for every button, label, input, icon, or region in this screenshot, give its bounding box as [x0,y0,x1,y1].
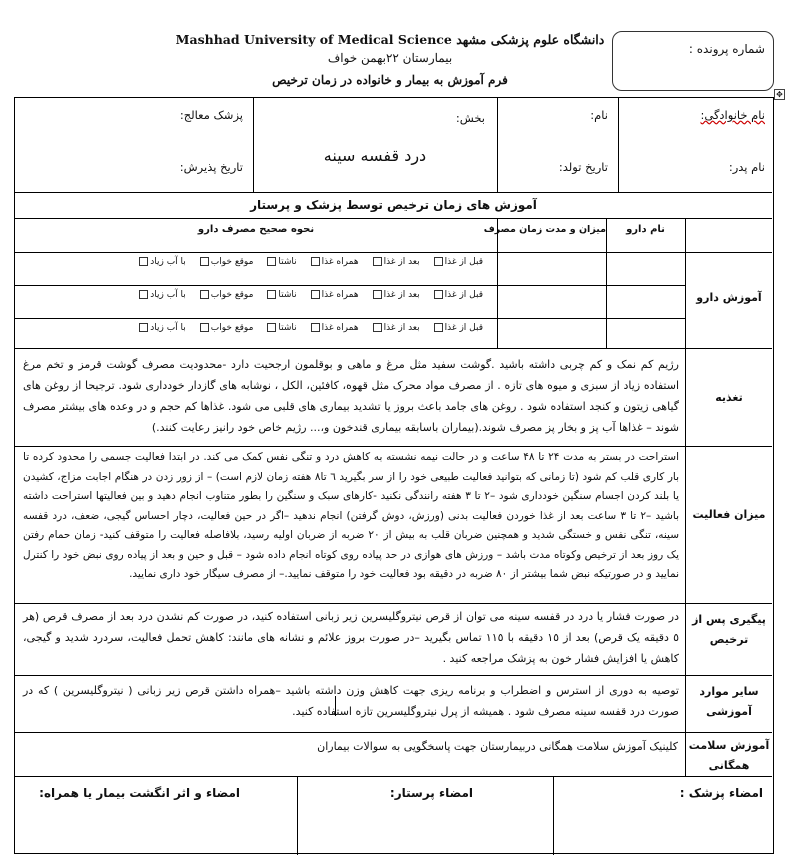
ward-label: بخش: [455,111,485,125]
checkbox-icon [139,290,148,299]
usage-options-row-2 [125,290,483,300]
checkbox-icon [267,257,276,266]
first-name-label: نام: [590,108,608,122]
hospital-name: بیمارستان ۲۲بهمن خواف [327,51,453,65]
dose-column-header: میزان و مدت زمان مصرف [483,224,606,235]
option-with-water[interactable]: با آب زیاد [139,290,186,300]
option-after-meal[interactable]: بعد از غذا [373,290,420,300]
option-with-meal[interactable]: همراه غذا [311,323,359,333]
usage-column-header: نحوه صحیح مصرف دارو [197,224,315,235]
option-before-meal[interactable]: قبل از غذا [434,323,483,333]
checkbox-icon [200,257,209,266]
table-move-handle-icon[interactable]: ✥ [774,89,785,100]
physician-signature-label: امضاء پزشک : [679,786,763,800]
checkbox-icon [311,323,320,332]
checkbox-icon [434,323,443,332]
checkbox-icon [434,257,443,266]
public-health-row-label: آموزش سلامت همگانی [688,739,770,772]
checkbox-icon [267,290,276,299]
public-health-text: کلینیک آموزش سلامت همگانی دربیمارستان جهت پاسخگویی به سوالات بیماران [317,740,678,753]
option-fasting[interactable]: ناشتا [267,290,296,300]
education-form-table [14,97,774,854]
checkbox-icon [200,323,209,332]
file-number-label: شماره پرونده : [688,42,765,56]
checkbox-icon [373,290,382,299]
other-education-text: توصیه به دوری از استرس و اضطراب و برنامه ریزی جهت کاهش وزن داشته باشید –همراه داشتن قرص زیر زبانی ( نیتروگلیسرین ) که در صورت درد قفسه سینه مصرف شود . همیشه از پرل نیتروگلیسرین تازه استفاده کنید. [23,684,679,718]
option-bedtime[interactable]: موقع خواب [200,323,254,333]
option-with-meal[interactable]: همراه غذا [311,257,359,267]
patient-signature-label: امضاء و اثر انگشت بیمار یا همراه: [39,786,240,800]
nurse-signature-label: امضاء پرستار: [389,786,473,800]
option-with-water[interactable]: با آب زیاد [139,257,186,267]
option-before-meal[interactable]: قبل از غذا [434,257,483,267]
nutrition-text: رژیم کم نمک و کم چربی داشته باشید .گوشت سفید مثل مرغ و ماهی و بوقلمون ارجحیت دارد -محدودیت مصرف گوشت قرمز و تخم مرغ استفاده زیاد از سبزی و میوه های تازه . از مصرف مواد محرک مثل قهوه، کافئین، الکل ، نوشابه های گازدار خودداری شود. ترجیحا از روغن های گیاهی زیتون و کنجد استفاده شود . روغن های جامد باعث بروز یا تشدید بیماری های قلبی می شود. غذاها کم حجم و در وعده های بیشتر مصرف شوند – غذاها آب پز و بخار پز مصرف شوند.(بیماران باسابقه بیماری قندخون و،... رژیم خاص خود رانیز رعایت کنند.) [23,358,679,434]
diagnosis-text: درد قفسه سینه [323,146,427,165]
checkbox-icon [267,323,276,332]
activity-row-label: میزان فعالیت [692,508,766,521]
checkbox-icon [434,290,443,299]
checkbox-icon [200,290,209,299]
checkbox-icon [139,257,148,266]
family-name-label: نام خانوادگی: [700,108,765,122]
section-title: آموزش های زمان ترخیص توسط پزشک و پرستار [250,198,537,212]
checkbox-icon [311,290,320,299]
admission-date-label: تاریخ پذیرش: [179,160,243,174]
drug-name-column-header: نام دارو [626,224,665,235]
option-fasting[interactable]: ناشتا [267,257,296,267]
other-education-row-label: سایر موارد آموزشی [699,685,759,718]
father-name-label: نام پدر: [728,160,765,174]
usage-options-row-3 [125,323,483,333]
option-after-meal[interactable]: بعد از غذا [373,323,420,333]
usage-options-row-1 [125,257,483,267]
checkbox-icon [373,257,382,266]
checkbox-icon [139,323,148,332]
checkbox-icon [373,323,382,332]
option-after-meal[interactable]: بعد از غذا [373,257,420,267]
nutrition-row-label: تغذیه [715,391,743,404]
text-cursor [335,696,336,716]
birth-date-label: تاریخ تولد: [558,160,608,174]
physician-label: پزشک معالج: [179,108,243,122]
followup-text: در صورت فشار یا درد در قفسه سینه می توان از قرص نیتروگلیسرین زیر زبانی استفاده کنید، در صورت کم نشدن درد بعد از مصرف قرص (هر ٥ دقیقه یک قرص) بعد از ۱٥ دقیقه با ۱۱٥ تماس بگیرید –در صورت بروز علائم و نشانه های مانند: کاهش تحمل فعالیت، سردرد شدید و گیجی، کاهش یا افزایش فشار خون به پزشک مراجعه کنید . [23,610,679,665]
option-before-meal[interactable]: قبل از غذا [434,290,483,300]
university-name: دانشگاه علوم پزشکی مشهد Mashhad University of Medical Science [175,32,605,47]
followup-row-label: پیگیری پس از ترخیص [692,613,766,646]
option-with-meal[interactable]: همراه غذا [311,290,359,300]
medication-row-label: آموزش دارو [696,291,762,304]
option-fasting[interactable]: ناشتا [267,323,296,333]
file-number-box[interactable] [612,31,774,91]
activity-text: استراحت در بستر به مدت ۲۴ تا ۴۸ ساعت و در حالت نیمه نشسته به کاهش درد و تنگی نفس کمک می کند. در ابتدا فعالیت جسمی را محدود کرده تا بار کاری قلب کم شود (تا زمانی که بتوانید فعالیت طبیعی خود را از سر بگیرید ٦ تا٨ هفته زمان لازم است) – از زور زدن در هنگام اجابت مزاج، کشیدن یا بلند کردن اجسام سنگین خودداری شود –۲ تا ۳ هفته رانندگی نکنید -کارهای سبک و سنگین را بطور متناوب انجام دهید و بین فعالیتها استراحت داشته باشید –۲ تا ۳ ساعت بعد از غذا خوردن فعالیت بدنی (ورزش، دوش گرفتن) انجام ندهید –اگر در حین فعالیت، دچار احساس گیجی، ضعف، درد قفسه سینه، تنگی نفس و خستگی شدید و همچنین ضربان قلب به بیش از ۲۰ ضربه از ضربان اولیه رسید، بلافاصله فعالیت را متوقف کنید- زمان حمام رفتن یک روز بعد از ترخیص وکوتاه مدت باشد – ورزش های هوازی در حد پیاده روی کوتاه انجام داده شود – قبل و حین و بعد از پیاده روی نبض خود را کنترل نمایید و در صورتیکه نبض شما بیشتر از ۸۰ ضربه در دقیقه بود فعالیت خود را متوقف نمایید.– از مصرف سیگار خود داری نمایید. [23,451,680,580]
option-with-water[interactable]: با آب زیاد [139,323,186,333]
form-title: فرم آموزش به بیمار و خانواده در زمان ترخیص [272,73,508,87]
checkbox-icon [311,257,320,266]
option-bedtime[interactable]: موقع خواب [200,257,254,267]
option-bedtime[interactable]: موقع خواب [200,290,254,300]
